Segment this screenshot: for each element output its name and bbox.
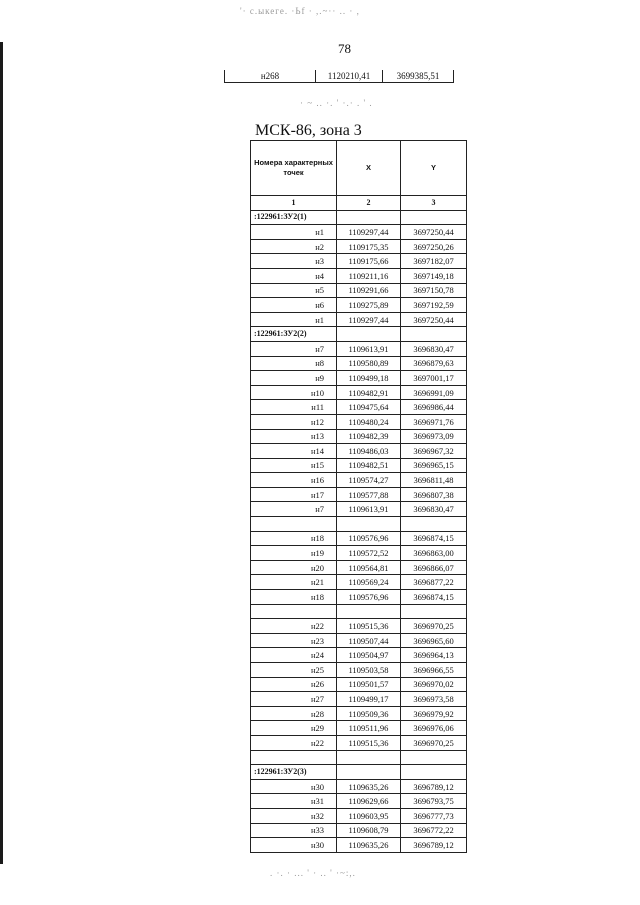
- table-row: [251, 808, 467, 823]
- x-coordinate: 1109482,51: [337, 458, 401, 473]
- coordinates-table: [250, 140, 467, 853]
- parcel-label: [251, 604, 337, 619]
- point-number: н17: [251, 487, 337, 502]
- x-coordinate: 1109608,79: [337, 823, 401, 838]
- y-coordinate: 3696986,44: [401, 400, 467, 415]
- table-row: [251, 298, 467, 313]
- y-coordinate: 3696866,07: [401, 560, 467, 575]
- empty-cell: [337, 327, 401, 342]
- table-row: [251, 414, 467, 429]
- x-coordinate: 1109635,26: [337, 779, 401, 794]
- y-coordinate: 3696863,00: [401, 546, 467, 561]
- y-coordinate: 3696793,75: [401, 794, 467, 809]
- x-coordinate: 1109613,91: [337, 502, 401, 517]
- table-row: [251, 648, 467, 663]
- page-number: 78: [338, 41, 351, 56]
- coordinates-table-body: [251, 210, 467, 852]
- parcel-label: :122961:ЗУ2(1): [251, 210, 337, 225]
- table-row: [251, 575, 467, 590]
- empty-cell: [337, 210, 401, 225]
- x-coordinate: 1109297,44: [337, 312, 401, 327]
- table-row: [251, 706, 467, 721]
- parcel-group-row: [251, 210, 467, 225]
- parcel-label: [251, 750, 337, 765]
- point-number: н33: [251, 823, 337, 838]
- x-coordinate: 1109613,91: [337, 341, 401, 356]
- table-row: [251, 633, 467, 648]
- y-coordinate: 3696970,25: [401, 735, 467, 750]
- scan-binding-edge: [0, 42, 3, 864]
- y-coordinate: 3696830,47: [401, 502, 467, 517]
- y-coordinate: 3696772,22: [401, 823, 467, 838]
- point-number: н1: [251, 225, 337, 240]
- y-coordinate: 3696967,32: [401, 444, 467, 459]
- y-coordinate: 3696789,12: [401, 779, 467, 794]
- y-coordinate: 3696830,47: [401, 341, 467, 356]
- parcel-label: :122961:ЗУ2(2): [251, 327, 337, 342]
- table-row: [251, 590, 467, 605]
- parcel-group-row: [251, 327, 467, 342]
- table-row: [251, 502, 467, 517]
- table-row: [251, 371, 467, 386]
- table-row: [251, 400, 467, 415]
- table-row: [251, 429, 467, 444]
- empty-cell: [337, 604, 401, 619]
- point-number: н2: [251, 239, 337, 254]
- point-number: н7: [251, 502, 337, 517]
- y-coordinate: 3696965,60: [401, 633, 467, 648]
- table-row: [251, 546, 467, 561]
- x-coordinate: 1109580,89: [337, 356, 401, 371]
- x-coordinate: 1109503,58: [337, 663, 401, 678]
- table-row: [251, 663, 467, 678]
- empty-cell: [337, 750, 401, 765]
- x-coordinate: 1109482,39: [337, 429, 401, 444]
- y-coordinate: 3696879,63: [401, 356, 467, 371]
- parcel-group-row: [251, 517, 467, 532]
- point-number: н32: [251, 808, 337, 823]
- y-coordinate: 3696811,48: [401, 473, 467, 488]
- table-row: [251, 560, 467, 575]
- point-number: н13: [251, 429, 337, 444]
- x-coordinate: 1109576,96: [337, 531, 401, 546]
- y-coordinate: 3696970,02: [401, 677, 467, 692]
- table-row: [251, 619, 467, 634]
- x-coordinate: 1109509,36: [337, 706, 401, 721]
- point-number: н5: [251, 283, 337, 298]
- y-coordinate: 3696874,15: [401, 531, 467, 546]
- x-coordinate: 1109480,24: [337, 414, 401, 429]
- y-coordinate: 3697250,26: [401, 239, 467, 254]
- y-coordinate: 3696970,25: [401, 619, 467, 634]
- point-number: н8: [251, 356, 337, 371]
- table-row: [251, 312, 467, 327]
- point-number: н26: [251, 677, 337, 692]
- parcel-group-row: [251, 750, 467, 765]
- parcel-group-row: [251, 765, 467, 780]
- point-number: н24: [251, 648, 337, 663]
- point-number: н25: [251, 663, 337, 678]
- x-coordinate: 1109211,16: [337, 268, 401, 283]
- point-number: н18: [251, 590, 337, 605]
- parcel-group-row: [251, 604, 467, 619]
- table-row: [251, 721, 467, 736]
- y-coordinate: 3696964,13: [401, 648, 467, 663]
- y-coordinate: 3696965,15: [401, 458, 467, 473]
- table-row: [251, 458, 467, 473]
- carryover-row: [224, 70, 454, 83]
- scan-mark-top: '· с.ыкеге. ·Ьf · ,.~·· .. · ,: [240, 6, 360, 16]
- y-coordinate: 3697149,18: [401, 268, 467, 283]
- y-coordinate: 3696976,06: [401, 721, 467, 736]
- table-row: [251, 268, 467, 283]
- x-coordinate: 1109499,18: [337, 371, 401, 386]
- table-row: [251, 341, 467, 356]
- point-number: н27: [251, 692, 337, 707]
- empty-cell: [401, 327, 467, 342]
- x-coordinate: 1109501,57: [337, 677, 401, 692]
- scan-mark-bottom: . ·. · ... ' · .. ' ·~:,.: [270, 868, 356, 878]
- y-coordinate: 3697150,78: [401, 283, 467, 298]
- point-number: н19: [251, 546, 337, 561]
- point-number: н30: [251, 779, 337, 794]
- x-coordinate: 1109574,27: [337, 473, 401, 488]
- carryover-x: 1120210,41: [316, 70, 383, 83]
- column-index: 1: [251, 196, 337, 211]
- carryover-point: н268: [225, 70, 316, 83]
- empty-cell: [401, 765, 467, 780]
- x-coordinate: 1109504,97: [337, 648, 401, 663]
- table-row: [251, 444, 467, 459]
- x-coordinate: 1109569,24: [337, 575, 401, 590]
- y-coordinate: 3696971,76: [401, 414, 467, 429]
- y-coordinate: 3696979,92: [401, 706, 467, 721]
- carryover-y: 3699385,51: [383, 70, 454, 83]
- x-coordinate: 1109635,26: [337, 838, 401, 853]
- scan-mark-mid: · ~ .. ·. ' ·.· . ' .: [300, 98, 373, 108]
- table-row: [251, 283, 467, 298]
- point-number: н28: [251, 706, 337, 721]
- point-number: н30: [251, 838, 337, 853]
- x-coordinate: 1109515,36: [337, 619, 401, 634]
- empty-cell: [401, 517, 467, 532]
- x-coordinate: 1109475,64: [337, 400, 401, 415]
- point-number: н10: [251, 385, 337, 400]
- point-number: н1: [251, 312, 337, 327]
- x-coordinate: 1109275,89: [337, 298, 401, 313]
- y-coordinate: 3697192,59: [401, 298, 467, 313]
- x-coordinate: 1109175,66: [337, 254, 401, 269]
- point-number: н12: [251, 414, 337, 429]
- empty-cell: [401, 604, 467, 619]
- point-number: н22: [251, 735, 337, 750]
- x-coordinate: 1109291,66: [337, 283, 401, 298]
- parcel-label: [251, 517, 337, 532]
- y-coordinate: 3696973,09: [401, 429, 467, 444]
- point-number: н3: [251, 254, 337, 269]
- point-number: н7: [251, 341, 337, 356]
- x-coordinate: 1109511,96: [337, 721, 401, 736]
- y-coordinate: 3696807,38: [401, 487, 467, 502]
- parcel-label: :122961:ЗУ2(3): [251, 765, 337, 780]
- point-number: н29: [251, 721, 337, 736]
- y-coordinate: 3697001,17: [401, 371, 467, 386]
- y-coordinate: 3696789,12: [401, 838, 467, 853]
- point-number: н20: [251, 560, 337, 575]
- x-coordinate: 1109577,88: [337, 487, 401, 502]
- x-coordinate: 1109564,81: [337, 560, 401, 575]
- table-row: [251, 356, 467, 371]
- point-number: н11: [251, 400, 337, 415]
- table-row: [251, 794, 467, 809]
- point-number: н23: [251, 633, 337, 648]
- header-y: Y: [401, 141, 467, 196]
- x-coordinate: 1109499,17: [337, 692, 401, 707]
- point-number: н18: [251, 531, 337, 546]
- column-index: 2: [337, 196, 401, 211]
- table-row: [251, 677, 467, 692]
- table-row: [251, 735, 467, 750]
- x-coordinate: 1109482,91: [337, 385, 401, 400]
- empty-cell: [401, 210, 467, 225]
- point-number: н16: [251, 473, 337, 488]
- empty-cell: [337, 765, 401, 780]
- x-coordinate: 1109629,66: [337, 794, 401, 809]
- table-row: [251, 473, 467, 488]
- point-number: н22: [251, 619, 337, 634]
- table-row: [251, 531, 467, 546]
- point-number: н6: [251, 298, 337, 313]
- empty-cell: [337, 517, 401, 532]
- table-row: [251, 254, 467, 269]
- table-row: [251, 239, 467, 254]
- x-coordinate: 1109175,35: [337, 239, 401, 254]
- y-coordinate: 3697182,07: [401, 254, 467, 269]
- header-x: X: [337, 141, 401, 196]
- y-coordinate: 3697250,44: [401, 312, 467, 327]
- x-coordinate: 1109576,96: [337, 590, 401, 605]
- point-number: н31: [251, 794, 337, 809]
- coordinate-system-heading: МСК-86, зона 3: [255, 122, 362, 139]
- x-coordinate: 1109297,44: [337, 225, 401, 240]
- table-row: [251, 487, 467, 502]
- table-row: [251, 385, 467, 400]
- table-row: [251, 225, 467, 240]
- y-coordinate: 3696966,55: [401, 663, 467, 678]
- y-coordinate: 3696991,09: [401, 385, 467, 400]
- table-row: [251, 692, 467, 707]
- point-number: н9: [251, 371, 337, 386]
- x-coordinate: 1109486,03: [337, 444, 401, 459]
- x-coordinate: 1109515,36: [337, 735, 401, 750]
- x-coordinate: 1109572,52: [337, 546, 401, 561]
- y-coordinate: 3697250,44: [401, 225, 467, 240]
- table-row: [251, 823, 467, 838]
- table-row: [251, 779, 467, 794]
- table-row: [251, 838, 467, 853]
- y-coordinate: 3696973,58: [401, 692, 467, 707]
- x-coordinate: 1109603,95: [337, 808, 401, 823]
- y-coordinate: 3696777,73: [401, 808, 467, 823]
- column-index: 3: [401, 196, 467, 211]
- header-point-numbers: Номера характерных точек: [251, 141, 337, 196]
- y-coordinate: 3696874,15: [401, 590, 467, 605]
- y-coordinate: 3696877,22: [401, 575, 467, 590]
- x-coordinate: 1109507,44: [337, 633, 401, 648]
- point-number: н14: [251, 444, 337, 459]
- point-number: н21: [251, 575, 337, 590]
- point-number: н4: [251, 268, 337, 283]
- point-number: н15: [251, 458, 337, 473]
- empty-cell: [401, 750, 467, 765]
